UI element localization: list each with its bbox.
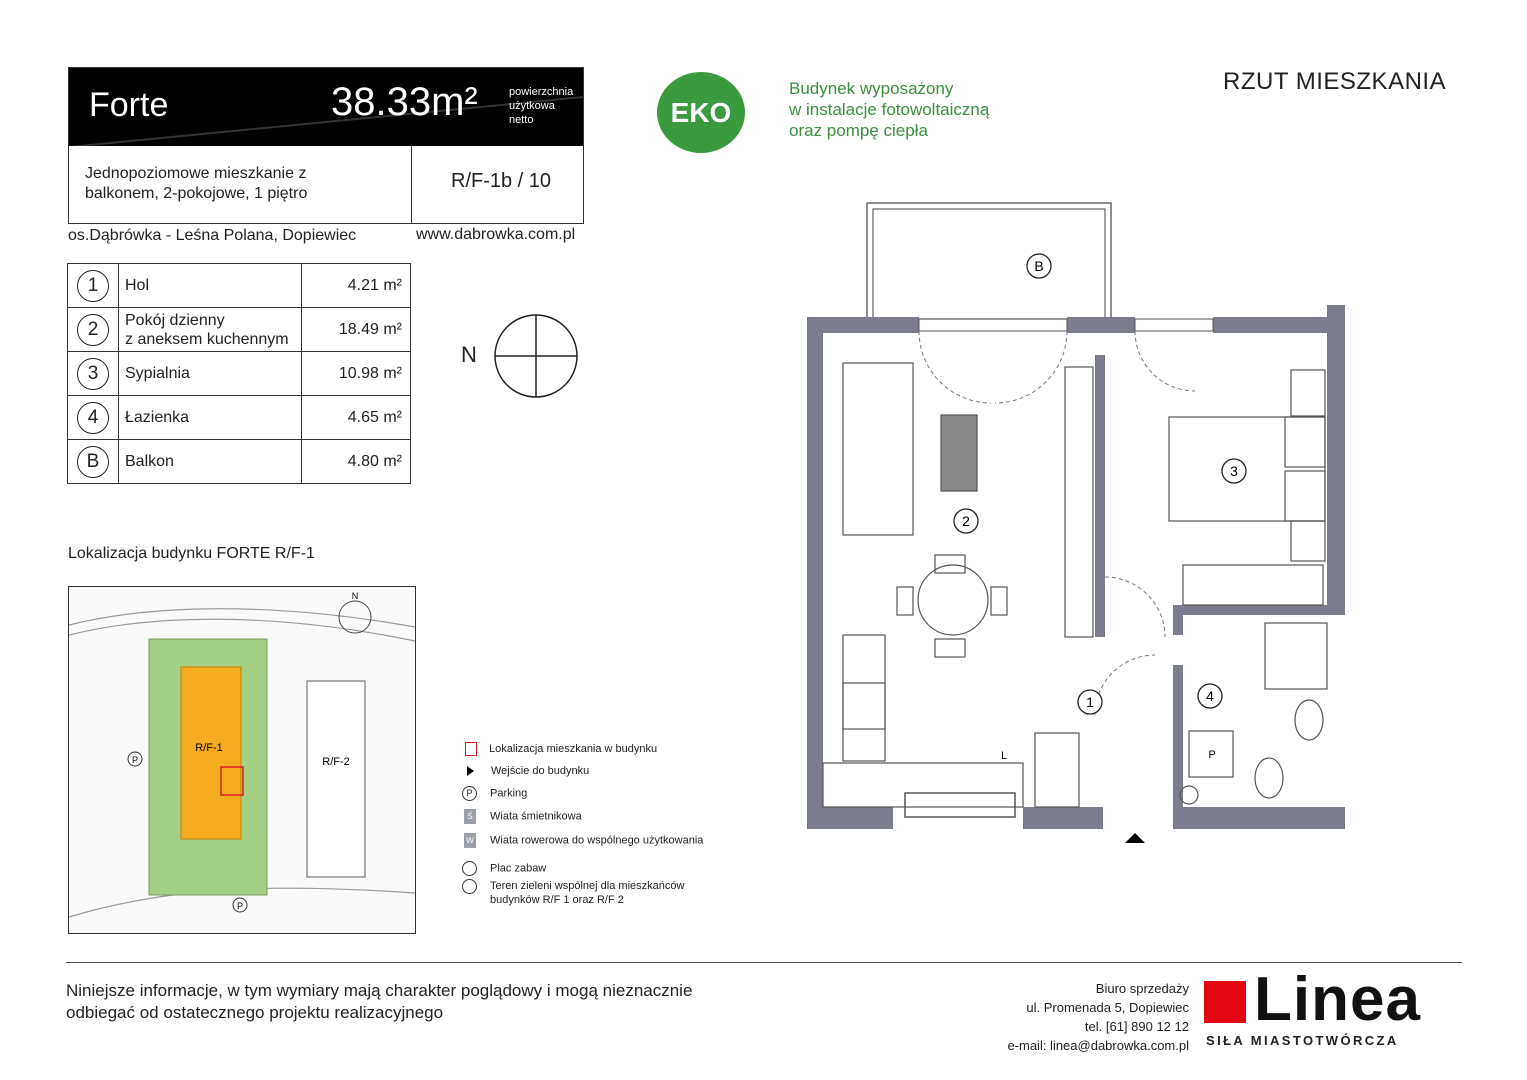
legend-item: Ś Wiata śmietnikowa bbox=[464, 809, 582, 824]
table-row bbox=[68, 308, 411, 352]
rooms-table bbox=[67, 263, 411, 484]
building-rf1-label: R/F-1 bbox=[195, 742, 223, 754]
website-link[interactable]: www.dabrowka.com.pl bbox=[416, 226, 576, 243]
usable-area: 38.33m² bbox=[331, 80, 478, 124]
table-row bbox=[68, 264, 411, 308]
room-area: 4.21 m² bbox=[302, 264, 411, 308]
apartment-code: R/F-1b / 10 bbox=[451, 170, 552, 192]
entrance-icon bbox=[467, 766, 474, 776]
location-title: Lokalizacja budynku FORTE R/F-1 bbox=[68, 545, 315, 562]
room-area: 18.49 m² bbox=[302, 308, 411, 352]
playground-icon bbox=[462, 861, 477, 876]
room-name: Łazienka bbox=[119, 396, 302, 440]
bedroom-furniture bbox=[1169, 370, 1325, 605]
logo-slogan: SIŁA MIASTOTWÓRCZA bbox=[1206, 1033, 1399, 1048]
waste-shelter-icon: Ś bbox=[464, 809, 476, 824]
estate-location: os.Dąbrówka - Leśna Polana, Dopiewiec bbox=[68, 227, 357, 244]
footer-divider bbox=[66, 962, 1462, 963]
usable-area-label: powierzchnia użytkowa netto bbox=[509, 86, 574, 126]
room-name: Hol bbox=[119, 264, 302, 308]
logo-red-square bbox=[1204, 981, 1246, 1023]
room-area: 10.98 m² bbox=[302, 352, 411, 396]
bathroom-fixtures bbox=[1180, 623, 1327, 804]
apartment-header bbox=[68, 67, 584, 224]
green-area-icon bbox=[462, 879, 477, 894]
compass-icon bbox=[492, 312, 580, 400]
room-area: 4.65 m² bbox=[302, 396, 411, 440]
room-area: 4.80 m² bbox=[302, 440, 411, 484]
apartment-marker-icon bbox=[465, 742, 477, 756]
table-row bbox=[68, 352, 411, 396]
site-map bbox=[68, 586, 416, 934]
room-name: Balkon bbox=[119, 440, 302, 484]
legend-item: P Parking bbox=[462, 786, 527, 801]
legend-item: Lokalizacja mieszkania w budynku bbox=[465, 742, 657, 756]
label-room1: 1 bbox=[1086, 694, 1094, 710]
sales-office: Biuro sprzedaży ul. Promenada 5, Dopiewiec tel. [61] 890 12 12 e-mail: linea@dabrowka.com.pl bbox=[1007, 981, 1189, 1053]
compass-label: N bbox=[461, 342, 477, 367]
parking-icon: P bbox=[462, 786, 477, 801]
room-number: 3 bbox=[77, 358, 109, 390]
building-name: Forte bbox=[89, 86, 169, 124]
room-name: Sypialnia bbox=[119, 352, 302, 396]
label-boiler: P bbox=[1208, 749, 1216, 761]
building-rf2 bbox=[307, 681, 365, 877]
legend-item: W Wiata rowerowa do wspólnego użytkowania bbox=[464, 833, 703, 848]
table-row bbox=[68, 440, 411, 484]
room-number: 1 bbox=[77, 270, 109, 302]
eko-description: Budynek wyposażony w instalacje fotowoltaiczną oraz pompę ciepła bbox=[789, 79, 990, 140]
room-number: 2 bbox=[77, 314, 109, 346]
windows bbox=[905, 319, 1216, 817]
entrance-arrow bbox=[1125, 833, 1145, 843]
svg-text:P: P bbox=[236, 901, 244, 911]
balcony bbox=[867, 203, 1111, 319]
legend-item: Wejście do budynku bbox=[467, 765, 589, 777]
map-north: N bbox=[351, 591, 359, 601]
building-rf2-label: R/F-2 bbox=[322, 756, 350, 768]
apartment-description: Jednopoziomowe mieszkanie z balkonem, 2-pokojowe, 1 piętro bbox=[85, 165, 308, 202]
label-balcony: B bbox=[1034, 258, 1044, 274]
label-room3: 3 bbox=[1230, 463, 1238, 479]
table-row bbox=[68, 396, 411, 440]
legend-item: Teren zieleni wspólnej dla mieszkańców budynków R/F 1 oraz R/F 2 bbox=[462, 879, 684, 907]
walls bbox=[807, 305, 1345, 829]
disclaimer: Niniejsze informacje, w tym wymiary mają charakter poglądowy i mogą nieznacznie odbiegać od ostatecznego projektu realizacyjnego bbox=[66, 981, 693, 1022]
label-fridge: L bbox=[1000, 750, 1008, 762]
room-number: B bbox=[77, 446, 109, 478]
svg-text:P: P bbox=[131, 755, 139, 765]
bike-shelter-icon: W bbox=[464, 833, 476, 848]
eko-badge: EKO bbox=[657, 72, 745, 153]
logo-wordmark: Linea bbox=[1254, 965, 1421, 1034]
label-room2: 2 bbox=[962, 513, 970, 529]
header-divider bbox=[411, 146, 412, 223]
room-number: 4 bbox=[77, 402, 109, 434]
page-title: RZUT MIESZKANIA bbox=[1223, 68, 1447, 95]
header-banner bbox=[69, 68, 583, 146]
label-room4: 4 bbox=[1206, 688, 1214, 704]
legend-item: Plac zabaw bbox=[462, 861, 546, 876]
floor-plan bbox=[795, 195, 1355, 855]
living-room-furniture bbox=[823, 363, 1093, 807]
room-name: Pokój dzienny z aneksem kuchennym bbox=[119, 308, 302, 352]
